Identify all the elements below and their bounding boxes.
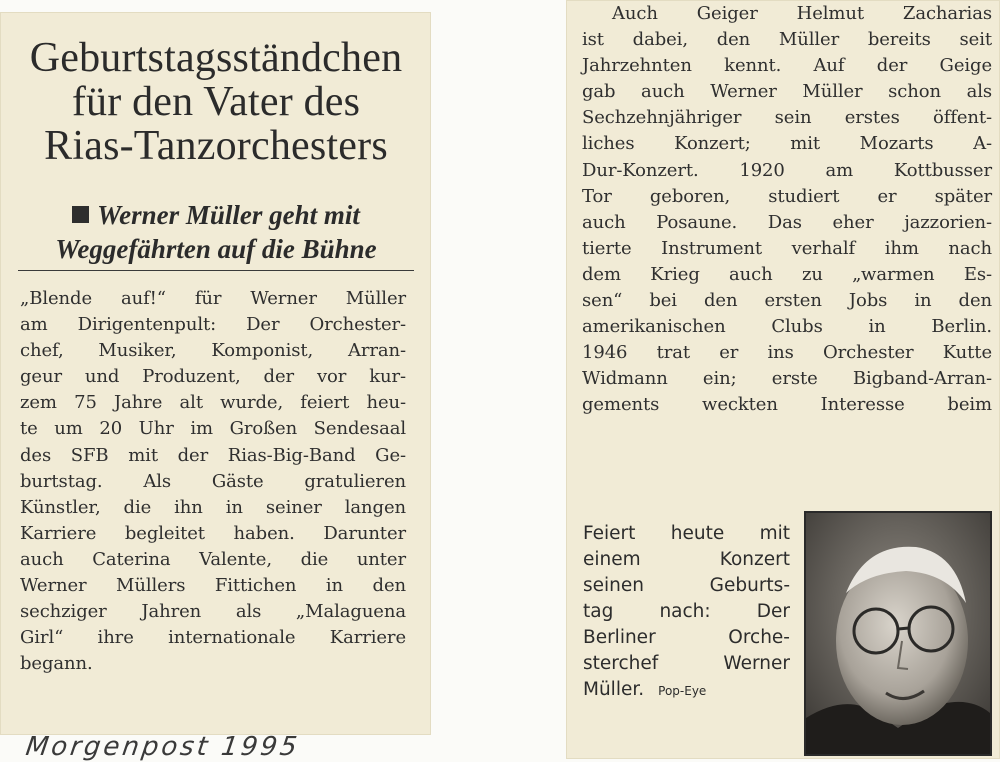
- caption-line: einem Konzert: [583, 549, 790, 570]
- headline-line: für den Vater des: [71, 79, 361, 125]
- headline-line: Rias-Tanzorchesters: [44, 123, 388, 169]
- article-subheadline: [18, 198, 414, 271]
- article-body-left-column: [20, 288, 406, 679]
- text-line: 1946 trat er ins Orchester Kutte: [582, 342, 992, 364]
- text-line: zem 75 Jahre alt wurde, feiert heu-: [20, 392, 406, 414]
- text-line: ist dabei, den Müller bereits seit: [582, 29, 992, 51]
- caption-line: sterchef Werner: [583, 653, 790, 674]
- text-line: gab auch Werner Müller schon als: [582, 81, 992, 103]
- photo-caption: [583, 523, 790, 705]
- caption-line: Müller.: [583, 679, 645, 700]
- text-line: sechziger Jahren als „Malaguena: [20, 601, 406, 623]
- caption-line-last: [583, 679, 790, 705]
- caption-line: seinen Geburts-: [583, 575, 790, 596]
- caption-line: Berliner Orche-: [583, 627, 790, 648]
- text-line: chef, Musiker, Komponist, Arran-: [20, 340, 406, 362]
- subhead-line: Weggefährten auf die Bühne: [55, 234, 377, 264]
- text-line: begann.: [20, 653, 93, 675]
- article-body-right-column: [582, 3, 992, 421]
- square-bullet-icon: [72, 206, 89, 223]
- text-line: auch Caterina Valente, die unter: [20, 548, 406, 570]
- portrait-photo: [804, 511, 992, 756]
- headline-line: Geburtstagsständchen: [29, 35, 403, 81]
- text-line: Karriere begleitet haben. Darunter: [20, 522, 406, 544]
- text-line: geur und Produzent, der vor kur-: [20, 366, 406, 388]
- text-line: te um 20 Uhr im Großen Sendesaal: [20, 418, 406, 440]
- text-line: „Blende auf!“ für Werner Müller: [20, 288, 406, 309]
- article-headline: [6, 36, 426, 168]
- text-line: sen“ bei den ersten Jobs in den: [582, 290, 992, 312]
- text-line: des SFB mit der Rias-Big-Band Ge-: [20, 444, 406, 466]
- caption-line: tag nach: Der: [583, 601, 790, 622]
- text-line: Sechzehnjähriger sein erstes öffent-: [582, 107, 992, 129]
- text-line: Tor geboren, studiert er später: [582, 185, 992, 207]
- portrait-photo-drawing: [806, 513, 990, 754]
- text-line: Auch Geiger Helmut Zacharias: [612, 3, 992, 24]
- text-line: auch Posaune. Das eher jazzorien-: [582, 211, 992, 233]
- text-line: dem Krieg auch zu „warmen Es-: [582, 263, 992, 285]
- text-line: gements weckten Interesse beim: [582, 394, 992, 416]
- text-line: Künstler, die ihn in seiner langen: [20, 496, 406, 518]
- subhead-line: Werner Müller geht mit: [97, 200, 360, 230]
- text-line: liches Konzert; mit Mozarts A-: [582, 133, 992, 155]
- text-line: amerikanischen Clubs in Berlin.: [582, 316, 992, 338]
- text-line: tierte Instrument verhalf ihm nach: [582, 237, 992, 259]
- handwritten-source-note: Morgenpost 1995: [23, 732, 302, 762]
- text-line: Girl“ ihre internationale Karriere: [20, 627, 406, 649]
- text-line: Jahrzehnten kennt. Auf der Geige: [582, 55, 992, 77]
- text-line: am Dirigentenpult: Der Orchester-: [20, 314, 406, 336]
- text-line: burtstag. Als Gäste gratulieren: [20, 470, 406, 492]
- caption-line: Feiert heute mit: [583, 523, 790, 544]
- text-line: Widmann ein; erste Bigband-Arran-: [582, 368, 992, 390]
- text-line: Dur-Konzert. 1920 am Kottbusser: [582, 159, 992, 181]
- text-line: Werner Müllers Fittichen in den: [20, 575, 406, 597]
- photo-credit: Pop-Eye: [658, 684, 707, 698]
